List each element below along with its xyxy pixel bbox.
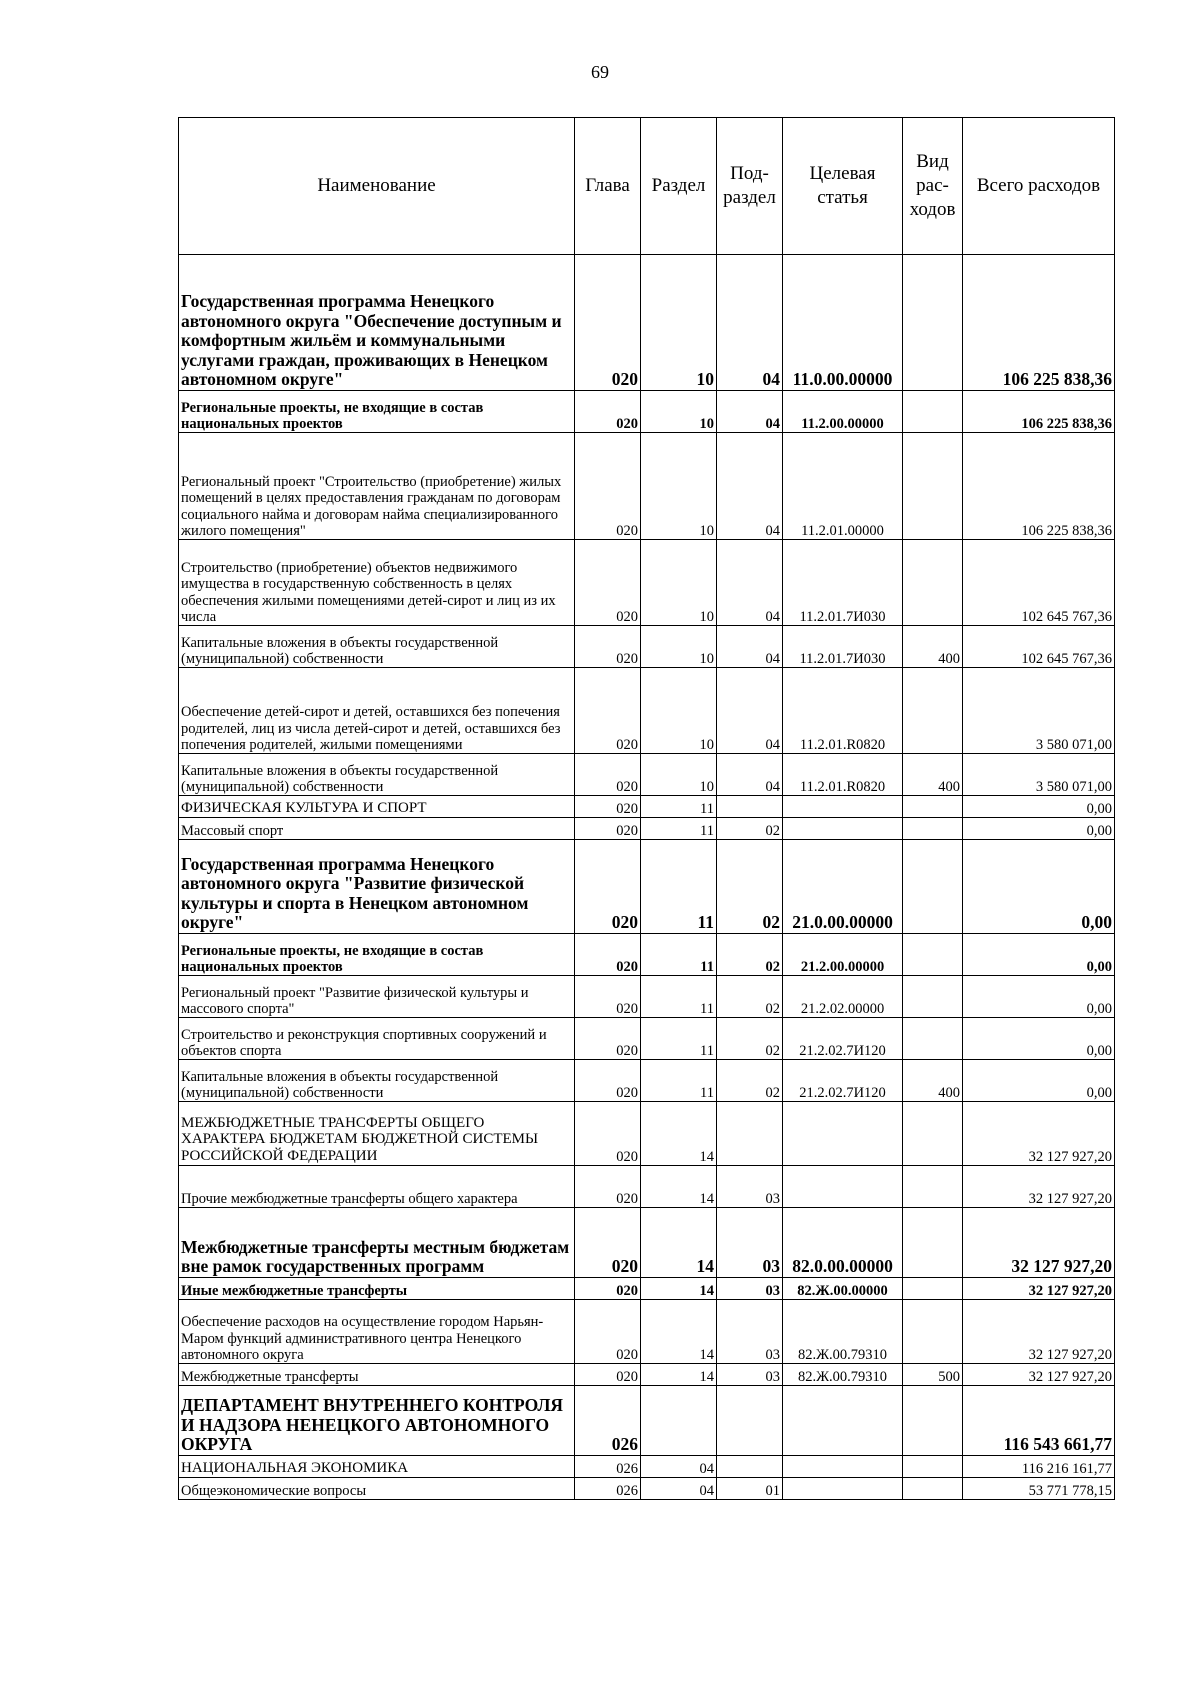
cell-name: Государственная программа Ненецкого автономного округа "Обеспечение доступным и комфортным жильём и коммунальными услугами граждан, проживающих в Ненецком автономном округе" bbox=[179, 255, 575, 391]
cell-podrazdel bbox=[717, 796, 783, 818]
cell-glava: 020 bbox=[575, 840, 641, 934]
header-glava: Глава bbox=[575, 118, 641, 255]
cell-total: 3 580 071,00 bbox=[963, 668, 1115, 754]
cell-vid bbox=[903, 1456, 963, 1478]
header-razdel: Раздел bbox=[641, 118, 717, 255]
cell-statya: 82.Ж.00.79310 bbox=[783, 1364, 903, 1386]
cell-total: 32 127 927,20 bbox=[963, 1102, 1115, 1166]
table-row bbox=[179, 1386, 1115, 1456]
table-row bbox=[179, 754, 1115, 796]
cell-total: 32 127 927,20 bbox=[963, 1300, 1115, 1364]
header-vid: Вид рас-ходов bbox=[903, 118, 963, 255]
cell-name: Обеспечение детей-сирот и детей, оставшихся без попечения родителей, лиц из числа детей-сирот и детей, оставшихся без попечения родителей, жилыми помещениями bbox=[179, 668, 575, 754]
cell-vid bbox=[903, 1386, 963, 1456]
cell-glava: 020 bbox=[575, 433, 641, 540]
cell-vid bbox=[903, 1208, 963, 1278]
cell-vid: 500 bbox=[903, 1364, 963, 1386]
cell-total: 0,00 bbox=[963, 818, 1115, 840]
table-row bbox=[179, 255, 1115, 391]
cell-glava: 020 bbox=[575, 818, 641, 840]
cell-razdel: 04 bbox=[641, 1478, 717, 1500]
cell-podrazdel: 04 bbox=[717, 668, 783, 754]
cell-razdel: 14 bbox=[641, 1364, 717, 1386]
cell-name: Капитальные вложения в объекты государственной (муниципальной) собственности bbox=[179, 754, 575, 796]
cell-podrazdel: 02 bbox=[717, 976, 783, 1018]
table-row bbox=[179, 840, 1115, 934]
cell-name: Региональный проект "Развитие физической культуры и массового спорта" bbox=[179, 976, 575, 1018]
cell-razdel: 10 bbox=[641, 391, 717, 433]
cell-statya: 21.2.00.00000 bbox=[783, 934, 903, 976]
cell-glava: 020 bbox=[575, 1166, 641, 1208]
cell-total: 0,00 bbox=[963, 1060, 1115, 1102]
cell-podrazdel: 02 bbox=[717, 1060, 783, 1102]
cell-total: 0,00 bbox=[963, 840, 1115, 934]
table-row bbox=[179, 1060, 1115, 1102]
cell-vid bbox=[903, 976, 963, 1018]
cell-glava: 020 bbox=[575, 1364, 641, 1386]
cell-podrazdel: 03 bbox=[717, 1208, 783, 1278]
table-row bbox=[179, 1300, 1115, 1364]
cell-vid bbox=[903, 391, 963, 433]
cell-statya: 82.0.00.00000 bbox=[783, 1208, 903, 1278]
cell-name: Региональный проект "Строительство (приобретение) жилых помещений в целях предоставления гражданам по договорам социального найма и договорам найма специализированного жилого помещения" bbox=[179, 433, 575, 540]
table-row bbox=[179, 540, 1115, 626]
header-total: Всего расходов bbox=[963, 118, 1115, 255]
header-statya: Целевая статья bbox=[783, 118, 903, 255]
table-row bbox=[179, 976, 1115, 1018]
cell-total: 102 645 767,36 bbox=[963, 540, 1115, 626]
cell-name: Обеспечение расходов на осуществление городом Нарьян-Маром функций административного центра Ненецкого автономного округа bbox=[179, 1300, 575, 1364]
cell-statya: 82.Ж.00.00000 bbox=[783, 1278, 903, 1300]
cell-podrazdel: 03 bbox=[717, 1278, 783, 1300]
cell-total: 32 127 927,20 bbox=[963, 1278, 1115, 1300]
cell-name: Прочие межбюджетные трансферты общего характера bbox=[179, 1166, 575, 1208]
cell-name: Капитальные вложения в объекты государственной (муниципальной) собственности bbox=[179, 626, 575, 668]
table-row bbox=[179, 1166, 1115, 1208]
table-row bbox=[179, 391, 1115, 433]
table-row bbox=[179, 626, 1115, 668]
cell-total: 0,00 bbox=[963, 1018, 1115, 1060]
cell-glava: 020 bbox=[575, 391, 641, 433]
table-row bbox=[179, 1018, 1115, 1060]
table-row bbox=[179, 1478, 1115, 1500]
cell-razdel: 11 bbox=[641, 840, 717, 934]
cell-podrazdel: 04 bbox=[717, 754, 783, 796]
cell-statya: 82.Ж.00.79310 bbox=[783, 1300, 903, 1364]
cell-statya bbox=[783, 1478, 903, 1500]
cell-podrazdel bbox=[717, 1386, 783, 1456]
cell-glava: 020 bbox=[575, 796, 641, 818]
table-row bbox=[179, 1278, 1115, 1300]
cell-razdel bbox=[641, 1386, 717, 1456]
cell-podrazdel: 02 bbox=[717, 818, 783, 840]
cell-razdel: 11 bbox=[641, 796, 717, 818]
cell-razdel: 10 bbox=[641, 433, 717, 540]
cell-razdel: 10 bbox=[641, 668, 717, 754]
cell-razdel: 14 bbox=[641, 1166, 717, 1208]
cell-vid bbox=[903, 1102, 963, 1166]
cell-glava: 020 bbox=[575, 976, 641, 1018]
cell-statya: 21.2.02.7И120 bbox=[783, 1060, 903, 1102]
cell-podrazdel bbox=[717, 1456, 783, 1478]
cell-vid bbox=[903, 1278, 963, 1300]
cell-vid bbox=[903, 1166, 963, 1208]
cell-glava: 020 bbox=[575, 1102, 641, 1166]
cell-vid bbox=[903, 255, 963, 391]
cell-name: НАЦИОНАЛЬНАЯ ЭКОНОМИКА bbox=[179, 1456, 575, 1478]
cell-statya: 11.2.01.R0820 bbox=[783, 668, 903, 754]
cell-vid: 400 bbox=[903, 754, 963, 796]
cell-vid bbox=[903, 1478, 963, 1500]
cell-glava: 026 bbox=[575, 1386, 641, 1456]
cell-total: 53 771 778,15 bbox=[963, 1478, 1115, 1500]
cell-vid bbox=[903, 540, 963, 626]
cell-razdel: 14 bbox=[641, 1102, 717, 1166]
cell-podrazdel: 04 bbox=[717, 391, 783, 433]
cell-razdel: 11 bbox=[641, 818, 717, 840]
cell-total: 0,00 bbox=[963, 976, 1115, 1018]
cell-total: 0,00 bbox=[963, 796, 1115, 818]
cell-statya: 21.2.02.7И120 bbox=[783, 1018, 903, 1060]
cell-total: 3 580 071,00 bbox=[963, 754, 1115, 796]
cell-total: 32 127 927,20 bbox=[963, 1208, 1115, 1278]
cell-glava: 020 bbox=[575, 754, 641, 796]
cell-name: Капитальные вложения в объекты государственной (муниципальной) собственности bbox=[179, 1060, 575, 1102]
cell-name: Массовый спорт bbox=[179, 818, 575, 840]
cell-vid: 400 bbox=[903, 1060, 963, 1102]
cell-razdel: 10 bbox=[641, 626, 717, 668]
cell-name: Строительство и реконструкция спортивных сооружений и объектов спорта bbox=[179, 1018, 575, 1060]
cell-statya: 21.0.00.00000 bbox=[783, 840, 903, 934]
table-row bbox=[179, 1208, 1115, 1278]
cell-glava: 020 bbox=[575, 1208, 641, 1278]
cell-statya bbox=[783, 1386, 903, 1456]
cell-podrazdel: 03 bbox=[717, 1166, 783, 1208]
cell-name: ФИЗИЧЕСКАЯ КУЛЬТУРА И СПОРТ bbox=[179, 796, 575, 818]
cell-razdel: 10 bbox=[641, 255, 717, 391]
cell-vid bbox=[903, 934, 963, 976]
cell-name: Межбюджетные трансферты bbox=[179, 1364, 575, 1386]
cell-razdel: 04 bbox=[641, 1456, 717, 1478]
cell-statya: 11.2.01.R0820 bbox=[783, 754, 903, 796]
cell-razdel: 14 bbox=[641, 1278, 717, 1300]
table-row bbox=[179, 433, 1115, 540]
cell-vid bbox=[903, 818, 963, 840]
cell-statya bbox=[783, 818, 903, 840]
cell-podrazdel: 03 bbox=[717, 1300, 783, 1364]
cell-glava: 020 bbox=[575, 540, 641, 626]
cell-podrazdel: 03 bbox=[717, 1364, 783, 1386]
cell-razdel: 11 bbox=[641, 1018, 717, 1060]
cell-name: Межбюджетные трансферты местным бюджетам вне рамок государственных программ bbox=[179, 1208, 575, 1278]
cell-podrazdel bbox=[717, 1102, 783, 1166]
cell-name: Региональные проекты, не входящие в состав национальных проектов bbox=[179, 934, 575, 976]
cell-podrazdel: 04 bbox=[717, 433, 783, 540]
cell-podrazdel: 02 bbox=[717, 934, 783, 976]
cell-glava: 020 bbox=[575, 1300, 641, 1364]
cell-vid: 400 bbox=[903, 626, 963, 668]
cell-total: 106 225 838,36 bbox=[963, 255, 1115, 391]
cell-statya: 11.2.01.7И030 bbox=[783, 626, 903, 668]
table-row bbox=[179, 818, 1115, 840]
cell-statya: 11.2.00.00000 bbox=[783, 391, 903, 433]
table-row bbox=[179, 668, 1115, 754]
table-row bbox=[179, 1364, 1115, 1386]
cell-razdel: 11 bbox=[641, 976, 717, 1018]
cell-total: 116 216 161,77 bbox=[963, 1456, 1115, 1478]
cell-vid bbox=[903, 433, 963, 540]
cell-glava: 020 bbox=[575, 934, 641, 976]
cell-name: Региональные проекты, не входящие в состав национальных проектов bbox=[179, 391, 575, 433]
cell-razdel: 11 bbox=[641, 1060, 717, 1102]
cell-total: 0,00 bbox=[963, 934, 1115, 976]
cell-name: Строительство (приобретение) объектов недвижимого имущества в государственную собственность в целях обеспечения жилыми помещениями детей-сирот и лиц из их числа bbox=[179, 540, 575, 626]
cell-razdel: 10 bbox=[641, 754, 717, 796]
cell-total: 106 225 838,36 bbox=[963, 433, 1115, 540]
header-name: Наименование bbox=[179, 118, 575, 255]
table-body bbox=[179, 255, 1115, 1500]
cell-glava: 026 bbox=[575, 1456, 641, 1478]
cell-statya bbox=[783, 1102, 903, 1166]
cell-glava: 026 bbox=[575, 1478, 641, 1500]
cell-podrazdel: 04 bbox=[717, 626, 783, 668]
cell-glava: 020 bbox=[575, 626, 641, 668]
cell-statya: 21.2.02.00000 bbox=[783, 976, 903, 1018]
cell-name: МЕЖБЮДЖЕТНЫЕ ТРАНСФЕРТЫ ОБЩЕГО ХАРАКТЕРА БЮДЖЕТАМ БЮДЖЕТНОЙ СИСТЕМЫ РОССИЙСКОЙ ФЕДЕРАЦИИ bbox=[179, 1102, 575, 1166]
cell-name: Общеэкономические вопросы bbox=[179, 1478, 575, 1500]
table-row bbox=[179, 796, 1115, 818]
cell-podrazdel: 02 bbox=[717, 840, 783, 934]
table-row bbox=[179, 934, 1115, 976]
cell-razdel: 10 bbox=[641, 540, 717, 626]
cell-vid bbox=[903, 668, 963, 754]
cell-name: ДЕПАРТАМЕНТ ВНУТРЕННЕГО КОНТРОЛЯ И НАДЗОРА НЕНЕЦКОГО АВТОНОМНОГО ОКРУГА bbox=[179, 1386, 575, 1456]
cell-podrazdel: 02 bbox=[717, 1018, 783, 1060]
cell-razdel: 14 bbox=[641, 1208, 717, 1278]
cell-vid bbox=[903, 1300, 963, 1364]
cell-total: 32 127 927,20 bbox=[963, 1364, 1115, 1386]
cell-glava: 020 bbox=[575, 255, 641, 391]
cell-glava: 020 bbox=[575, 668, 641, 754]
cell-glava: 020 bbox=[575, 1278, 641, 1300]
header-podrazdel: Под-раздел bbox=[717, 118, 783, 255]
header-row bbox=[179, 118, 1115, 255]
cell-statya: 11.2.01.7И030 bbox=[783, 540, 903, 626]
cell-statya: 11.0.00.00000 bbox=[783, 255, 903, 391]
cell-glava: 020 bbox=[575, 1060, 641, 1102]
cell-statya bbox=[783, 796, 903, 818]
cell-total: 116 543 661,77 bbox=[963, 1386, 1115, 1456]
table-row bbox=[179, 1456, 1115, 1478]
page-number: 69 bbox=[591, 62, 609, 82]
cell-statya bbox=[783, 1456, 903, 1478]
cell-razdel: 11 bbox=[641, 934, 717, 976]
cell-total: 106 225 838,36 bbox=[963, 391, 1115, 433]
cell-vid bbox=[903, 796, 963, 818]
cell-name: Иные межбюджетные трансферты bbox=[179, 1278, 575, 1300]
table-row bbox=[179, 1102, 1115, 1166]
cell-statya bbox=[783, 1166, 903, 1208]
cell-statya: 11.2.01.00000 bbox=[783, 433, 903, 540]
budget-table bbox=[178, 117, 1115, 1500]
cell-podrazdel: 04 bbox=[717, 540, 783, 626]
cell-podrazdel: 01 bbox=[717, 1478, 783, 1500]
cell-glava: 020 bbox=[575, 1018, 641, 1060]
cell-vid bbox=[903, 1018, 963, 1060]
cell-vid bbox=[903, 840, 963, 934]
cell-podrazdel: 04 bbox=[717, 255, 783, 391]
cell-total: 32 127 927,20 bbox=[963, 1166, 1115, 1208]
cell-razdel: 14 bbox=[641, 1300, 717, 1364]
cell-total: 102 645 767,36 bbox=[963, 626, 1115, 668]
cell-name: Государственная программа Ненецкого автономного округа "Развитие физической культуры и спорта в Ненецком автономном округе" bbox=[179, 840, 575, 934]
